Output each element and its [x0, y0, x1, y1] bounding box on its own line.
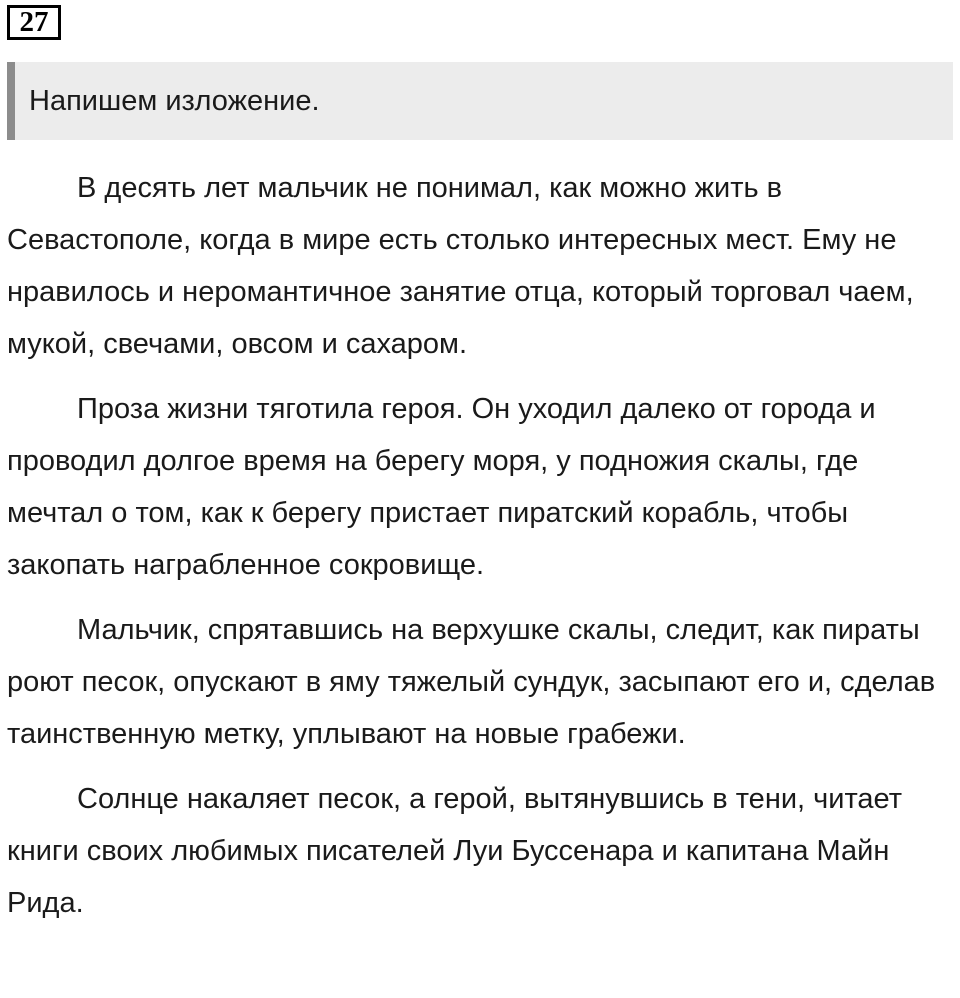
- instruction-banner: [7, 62, 953, 140]
- paragraph-1: В десять лет мальчик не понимал, как можно жить в Севастополе, когда в мире есть столько интересных мест. Ему не нравилось и неромантичное занятие отца, который торговал чаем, мукой, свечами, овсом и сахаром.: [7, 172, 914, 360]
- paragraph-2: Проза жизни тяготила героя. Он уходил далеко от города и проводил долгое время на берегу моря, у подножия скалы, где мечтал о том, как к берегу пристает пиратский корабль, чтобы закопать награбленное сокровище.: [7, 393, 876, 581]
- paragraph-4: Солнце накаляет песок, а герой, вытянувшись в тени, читает книги своих любимых писателей Луи Буссенара и капитана Майн Рида.: [7, 783, 902, 919]
- instruction-text: Напишем изложение.: [29, 84, 320, 117]
- dictation-text: [7, 162, 953, 929]
- task-number-badge: 27: [7, 5, 61, 40]
- paragraph-3: Мальчик, спрятавшись на верхушке скалы, следит, как пираты роют песок, опускают в яму тяжелый сундук, засыпают его и, сделав таинственную метку, уплывают на новые грабежи.: [7, 614, 936, 750]
